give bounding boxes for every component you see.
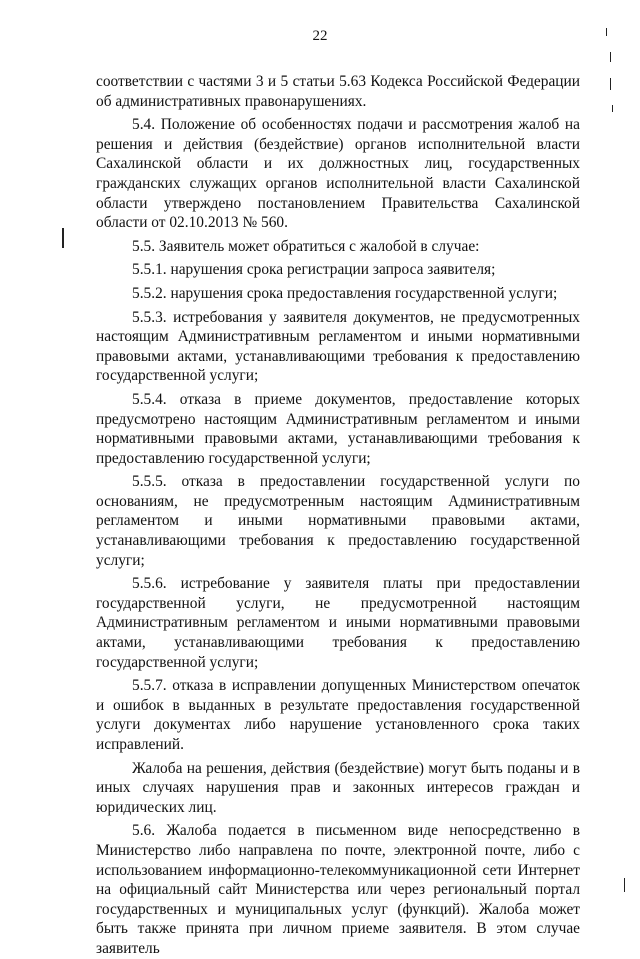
- paragraph-5-4: 5.4. Положение об особенностях подачи и рассмотрения жалоб на решения и действия (бездействие) органов исполнительной власти Сахалинской области и их должностных лиц, государственных гражданских служащих органов исполнительной власти Сахалинской области утверждено постановлением Правительства Сахалинской области от 02.10.2013 № 560.: [96, 116, 580, 232]
- paragraph-5-6: 5.6. Жалоба подается в письменном виде непосредственно в Министерство либо направлена по почте, электронной почте, либо с использованием информационно-телекоммуникационной сети Интернет на официальный сайт Министерства или через региональный портал государственных и муниципальных услуг (функций). Жалоба может быть также принята при личном приеме заявителя. В этом случае заявитель: [96, 822, 580, 957]
- margin-mark: [612, 105, 613, 112]
- paragraph-5-5-4: 5.5.4. отказа в приеме документов, предоставление которых предусмотрено настоящим Административным регламентом и иными нормативными правовыми актами, устанавливающими требования к предоставлению государственной услуги;: [96, 390, 580, 467]
- paragraph-5-5-7: 5.5.7. отказа в исправлении допущенных Министерством опечаток и ошибок в выданных в результате предоставления государственной услуги документах либо нарушение установленного срока таких исправлений.: [96, 677, 580, 753]
- margin-mark: [624, 878, 625, 892]
- paragraph-5-5-6: 5.5.6. истребование у заявителя платы при предоставлении государственной услуги, не предусмотренной настоящим Административным регламентом и иными нормативными правовыми актами, устанавливающими требования к предоставлению государственной услуги;: [96, 575, 580, 671]
- margin-mark: [62, 228, 64, 248]
- margin-mark: [610, 52, 611, 62]
- margin-mark: [606, 28, 607, 36]
- document-body: [96, 72, 580, 959]
- paragraph-5-5-5: 5.5.5. отказа в предоставлении государственной услуги по основаниям, не предусмотренным настоящим Административным регламентом и иными нормативными правовыми актами, устанавливающими требования к предоставлению государственной услуги;: [96, 473, 580, 569]
- paragraph-5-5: 5.5. Заявитель может обратиться с жалобой в случае:: [132, 237, 480, 255]
- margin-mark: [610, 78, 611, 90]
- page-number: 22: [312, 28, 328, 44]
- paragraph-5-5-3: 5.5.3. истребования у заявителя документов, не предусмотренных настоящим Административным регламентом и иными нормативными правовыми актами, устанавливающими требования к предоставлению государственной услуги;: [96, 308, 580, 385]
- paragraph-5-5-2: 5.5.2. нарушения срока предоставления государственной услуги;: [132, 284, 558, 302]
- paragraph-other-cases: Жалоба на решения, действия (бездействие) могут быть поданы и в иных случаях нарушения прав и законных интересов граждан и юридических лиц.: [96, 759, 580, 816]
- paragraph-continuation: соответствии с частями 3 и 5 статьи 5.63 Кодекса Российской Федерации об административных правонарушениях.: [96, 73, 580, 110]
- paragraph-5-5-1: 5.5.1. нарушения срока регистрации запроса заявителя;: [132, 261, 496, 279]
